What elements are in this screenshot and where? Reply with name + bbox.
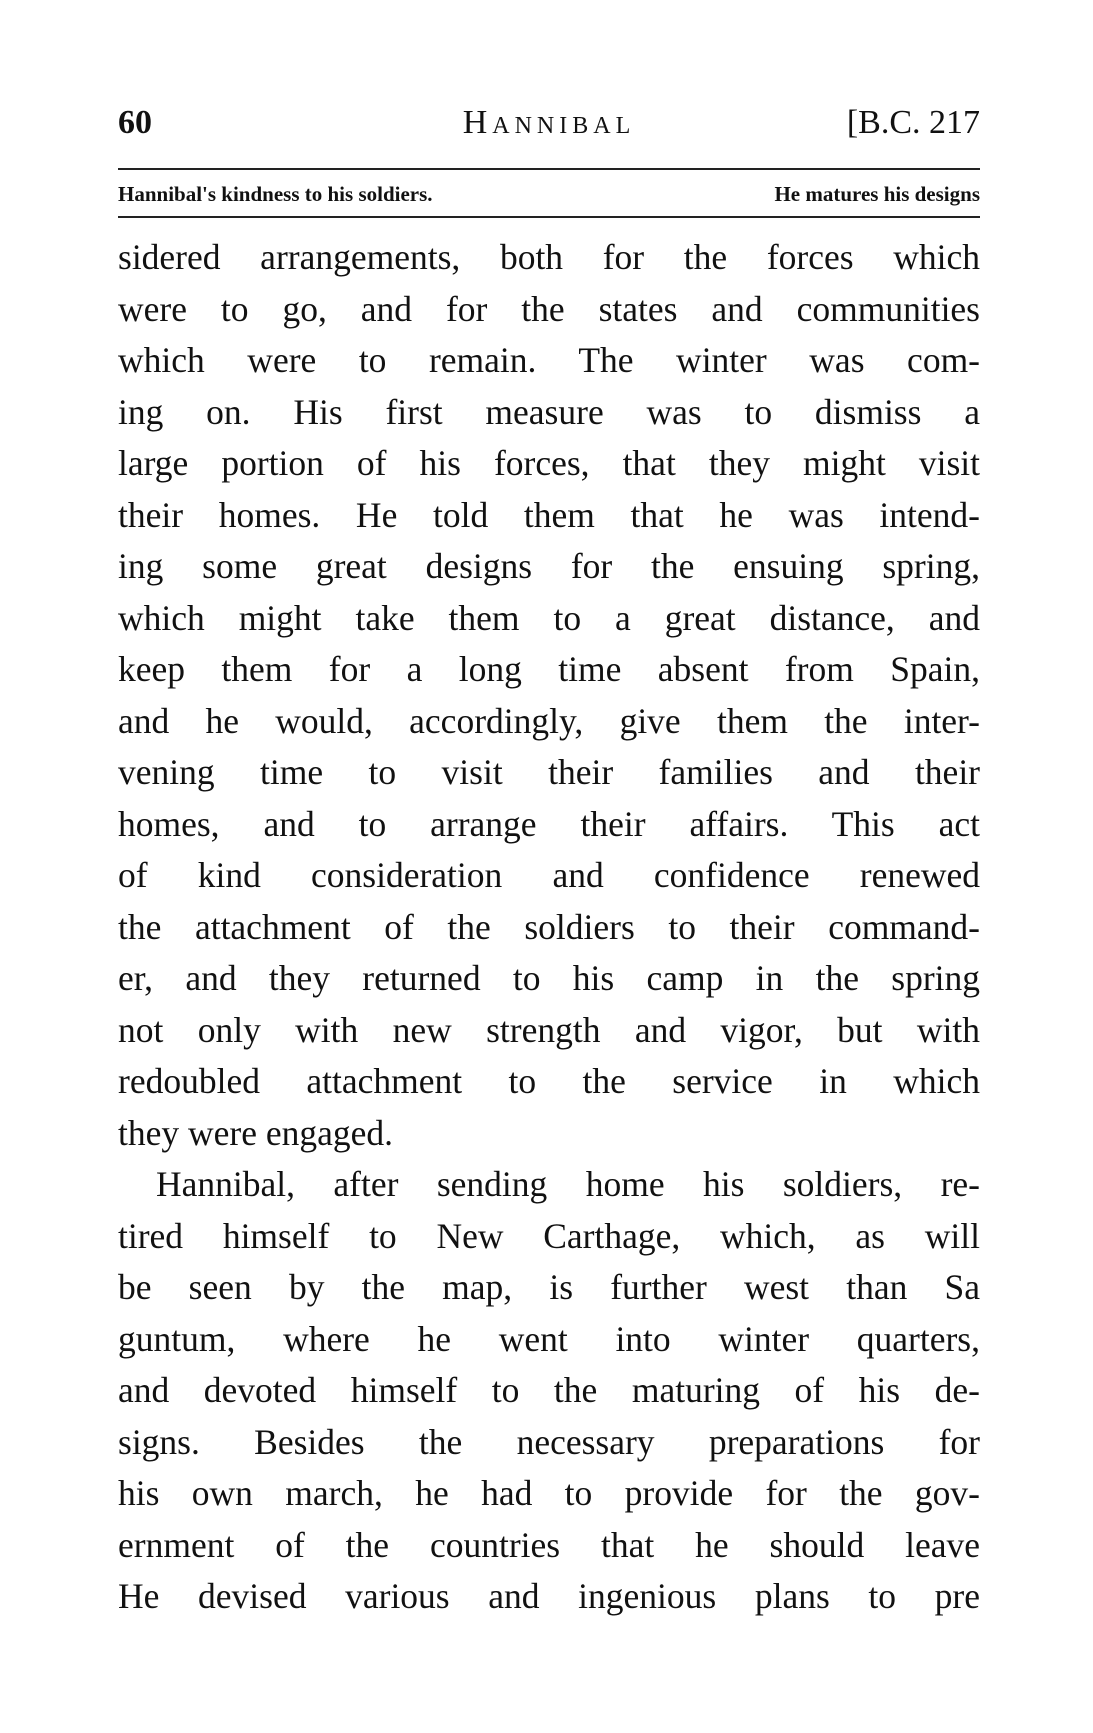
text-line: were to go, and for the states and communities <box>118 288 980 329</box>
running-title: Hannibal <box>462 104 636 141</box>
text-line: not only with new strength and vigor, but with <box>118 1009 980 1050</box>
text-line: homes, and to arrange their affairs. This act <box>118 803 980 844</box>
text-line: large portion of his forces, that they might visit <box>118 443 980 483</box>
subheading-right: He matures his designs <box>774 182 980 206</box>
text-line: and devoted himself to the maturing of his de- <box>118 1370 980 1410</box>
text-line: signs. Besides the necessary preparations for <box>118 1421 980 1462</box>
running-head <box>118 100 980 150</box>
page-number: 60 <box>118 104 152 141</box>
text-line: of kind consideration and confidence renewed <box>118 855 980 895</box>
subheadings <box>118 180 980 210</box>
text-line: the attachment of the soldiers to their command- <box>118 906 980 947</box>
body-text <box>118 232 980 1623</box>
text-line: guntum, where he went into winter quarters, <box>118 1318 980 1359</box>
text-line: redoubled attachment to the service in which <box>118 1061 980 1101</box>
running-date: [B.C. 217 <box>846 104 980 141</box>
text-line: their homes. He told them that he was intend- <box>118 494 980 535</box>
text-line: er, and they returned to his camp in the spring <box>118 958 980 998</box>
text-line: be seen by the map, is further west than Sa <box>118 1267 980 1307</box>
text-line: which might take them to a great distance, and <box>118 597 980 638</box>
text-line: ing on. His first measure was to dismiss a <box>118 391 980 432</box>
header-rule-top <box>118 168 980 170</box>
text-line: keep them for a long time absent from Spain, <box>118 649 980 689</box>
text-line: sidered arrangements, both for the forces which <box>118 237 980 277</box>
text-line: his own march, he had to provide for the gov- <box>118 1473 980 1513</box>
text-line: which were to remain. The winter was com- <box>118 340 980 380</box>
header-rule-bottom <box>118 216 980 218</box>
text-line: He devised various and ingenious plans to pre <box>118 1576 980 1616</box>
text-line: ing some great designs for the ensuing spring, <box>118 546 980 586</box>
text-line: vening time to visit their families and their <box>118 752 980 792</box>
text-line-paragraph-start: Hannibal, after sending home his soldiers, re- <box>156 1164 980 1204</box>
text-line: ernment of the countries that he should leave <box>118 1524 980 1565</box>
subheading-left: Hannibal's kindness to his soldiers. <box>118 182 433 206</box>
text-line-paragraph-end: they were engaged. <box>118 1112 393 1153</box>
text-line: tired himself to New Carthage, which, as will <box>118 1215 980 1256</box>
text-line: and he would, accordingly, give them the inter- <box>118 700 980 741</box>
